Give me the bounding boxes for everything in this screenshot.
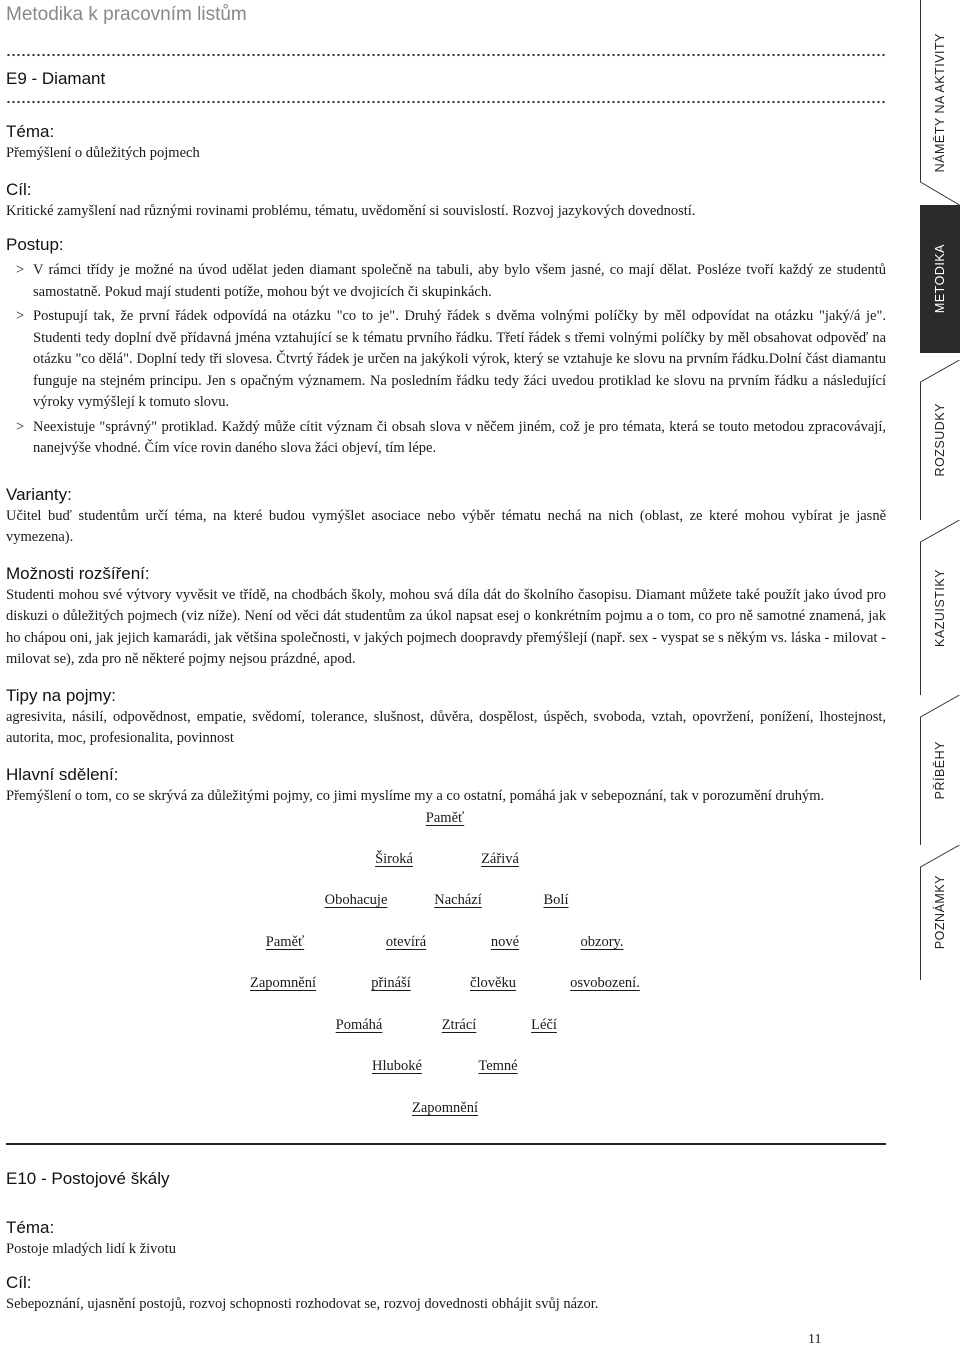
diamond-word: Paměť xyxy=(425,810,465,826)
diamond-word: Bolí xyxy=(543,892,569,908)
tab-metodika[interactable] xyxy=(920,205,960,353)
diamond-word: Obohacuje xyxy=(324,892,388,908)
tab-namety-na-aktivity[interactable] xyxy=(920,0,960,205)
diamond-word: Léčí xyxy=(531,1017,557,1033)
section-divider xyxy=(6,1143,886,1145)
diamond-word: nové xyxy=(490,934,520,950)
heading-cil: Cíl: xyxy=(6,179,32,199)
tab-label: POZNÁMKY xyxy=(933,875,947,950)
diamond-word: Zapomnění xyxy=(411,1100,479,1116)
diamond-word: člověku xyxy=(470,975,516,991)
heading-cil: Cíl: xyxy=(6,1272,32,1292)
heading-tipy: Tipy na pojmy: xyxy=(6,685,116,705)
tab-label: NÁMĚTY NA AKTIVITY xyxy=(933,32,947,173)
diamond-word: Zářivá xyxy=(481,851,519,867)
heading-moznosti: Možnosti rozšíření: xyxy=(6,563,150,583)
diamond-word: Hluboké xyxy=(372,1058,422,1074)
text-sdeleni: Přemýšlení o tom, co se skrývá za důležitými pojmy, co jimi myslíme my a co ostatní, pomáhá jak v sebepoznání, tak v porozumění druhým. xyxy=(6,787,825,804)
heading-tema: Téma: xyxy=(6,1218,55,1237)
diamond-word: Pomáhá xyxy=(335,1017,383,1033)
heading-tema: Téma: xyxy=(6,122,55,141)
e10-content xyxy=(6,1217,886,1315)
bullet-arrow-icon: > xyxy=(16,262,25,278)
tab-label: PŘÍBĚHY xyxy=(933,740,947,800)
sidebar-tabs xyxy=(920,0,960,1345)
diamond-word: Nachází xyxy=(434,892,482,908)
tab-poznamky[interactable] xyxy=(920,845,960,980)
tab-label: ROZSUDKY xyxy=(933,403,947,477)
text-tipy: agresivita, násilí, odpovědnost, empatie, svědomí, tolerance, slušnost, důvěra, dospělost, úspěch, svoboda, vztah, opovržení, ponížení, lhostejnost, autorita, moc, profesionalita, povinnost xyxy=(6,708,886,746)
tab-rozsudky[interactable] xyxy=(920,360,960,520)
diamond-word: přináší xyxy=(371,975,411,991)
text-moznosti: Studenti mohou své výtvory vyvěsit ve třídě, na chodbách školy, mohou svá díla dát do školního časopisu. Diamant můžete také použít jako úvod pro diskuzi o důležitých pojmech (viz níže). Není od věci dát studentům za úkol napsat esej o konkrétním pojmu a o tom, co pro ně samotné znamená, jak ho chápou oni, jak jejich kamarádi, jak většina společnosti, v jakých pojmech doopravdy přemýšlejí (např. sex - vyspat se s někým vs. láska - milovat - milovat se), zda pro ně některé pojmy nejsou prázdné, apod. xyxy=(6,586,886,667)
text-tema: Přemýšlení o důležitých pojmech xyxy=(6,145,200,161)
page-header-title: Metodika k pracovním listům xyxy=(6,4,247,25)
e9-content xyxy=(6,121,886,807)
diamond-word: Paměť xyxy=(265,934,305,950)
page-number: 11 xyxy=(808,1332,822,1345)
heading-sdeleni: Hlavní sdělení: xyxy=(6,764,119,784)
text-cil: Kritické zamyšlení nad různými rovinami problému, tématu, uvědomění si souvislostí. Rozvoj jazykových dovedností. xyxy=(6,202,696,219)
tab-pribehy[interactable] xyxy=(920,695,960,845)
bullet-arrow-icon: > xyxy=(16,308,25,324)
heading-postup: Postup: xyxy=(6,235,64,254)
diamond-word: Ztrácí xyxy=(441,1017,477,1033)
postup-item: > Neexistuje "správný" protiklad. Každý může cítit význam či obsah slova v něčem jiném, což je pro témata, která se touto metodou zpracovávají, nanejvýše vhodné. Čím více rovin daného slova žáci objeví, tím lépe. xyxy=(16,418,886,456)
section-title-e10: E10 - Postojové škály xyxy=(6,1169,170,1188)
section-title-e9: E9 - Diamant xyxy=(6,69,106,88)
text-varianty: Učitel buď studentům určí téma, na které budou vymýšlet asociace nebo výběr tématu nechá na nich (oblast, ze které mohou vybírat je jasně vymezena). xyxy=(6,507,886,545)
text-tema: Postoje mladých lidí k životu xyxy=(6,1241,176,1257)
diamond-word: Temné xyxy=(478,1058,518,1074)
postup-item: > V rámci třídy je možné na úvod udělat jeden diamant společně na tabuli, aby bylo všem jasné, co mají dělat. Posléze tvoří každý ze studentů samostatně. Pokud mají studenti potíže, mohou být ve dvojicích či skupinkách. xyxy=(16,262,886,300)
heading-varianty: Varianty: xyxy=(6,484,72,504)
tab-label: KAZUISTIKY xyxy=(933,568,947,647)
diamond-word: otevírá xyxy=(385,934,427,950)
dotted-divider xyxy=(6,100,886,104)
bullet-arrow-icon: > xyxy=(16,418,25,435)
postup-list xyxy=(6,260,886,460)
dotted-divider xyxy=(6,53,886,57)
diamond-word: Zapomnění xyxy=(249,975,317,991)
diamond-word: osvobození. xyxy=(570,975,640,991)
text-cil: Sebepoznání, ujasnění postojů, rozvoj schopnosti rozhodovat se, rozvoj dovednosti obhájit svůj názor. xyxy=(6,1295,599,1312)
postup-item: > Postupují tak, že první řádek odpovídá na otázku "co to je". Druhý řádek s dvěma volnými políčky by měl odpovídat na otázku "jaký/á je". Studenti tedy doplní dvě přídavná jména vztahující se k tématu prvního řádku. Třetí řádek s třemi volnými políčky by měl obsahovat odpověď na otázku "co dělá". Doplní tedy tři slovesa. Čtvrtý řádek je určen na jakýkoli výrok, který se vztahuje ke slovu na prvním řádku.Dolní část diamantu funguje na stejném principu. Jen s opačným významem. Na posledním řádku tedy žáci uvedou protiklad ke slovu na prvním řádku a následující výroky vymýšlejí k tomuto slovu. xyxy=(16,308,886,410)
tab-label: METODIKA xyxy=(933,244,947,314)
tab-kazuistiky[interactable] xyxy=(920,520,960,695)
diamond-word: Široká xyxy=(375,851,413,867)
diamond-word: obzory. xyxy=(580,934,624,950)
